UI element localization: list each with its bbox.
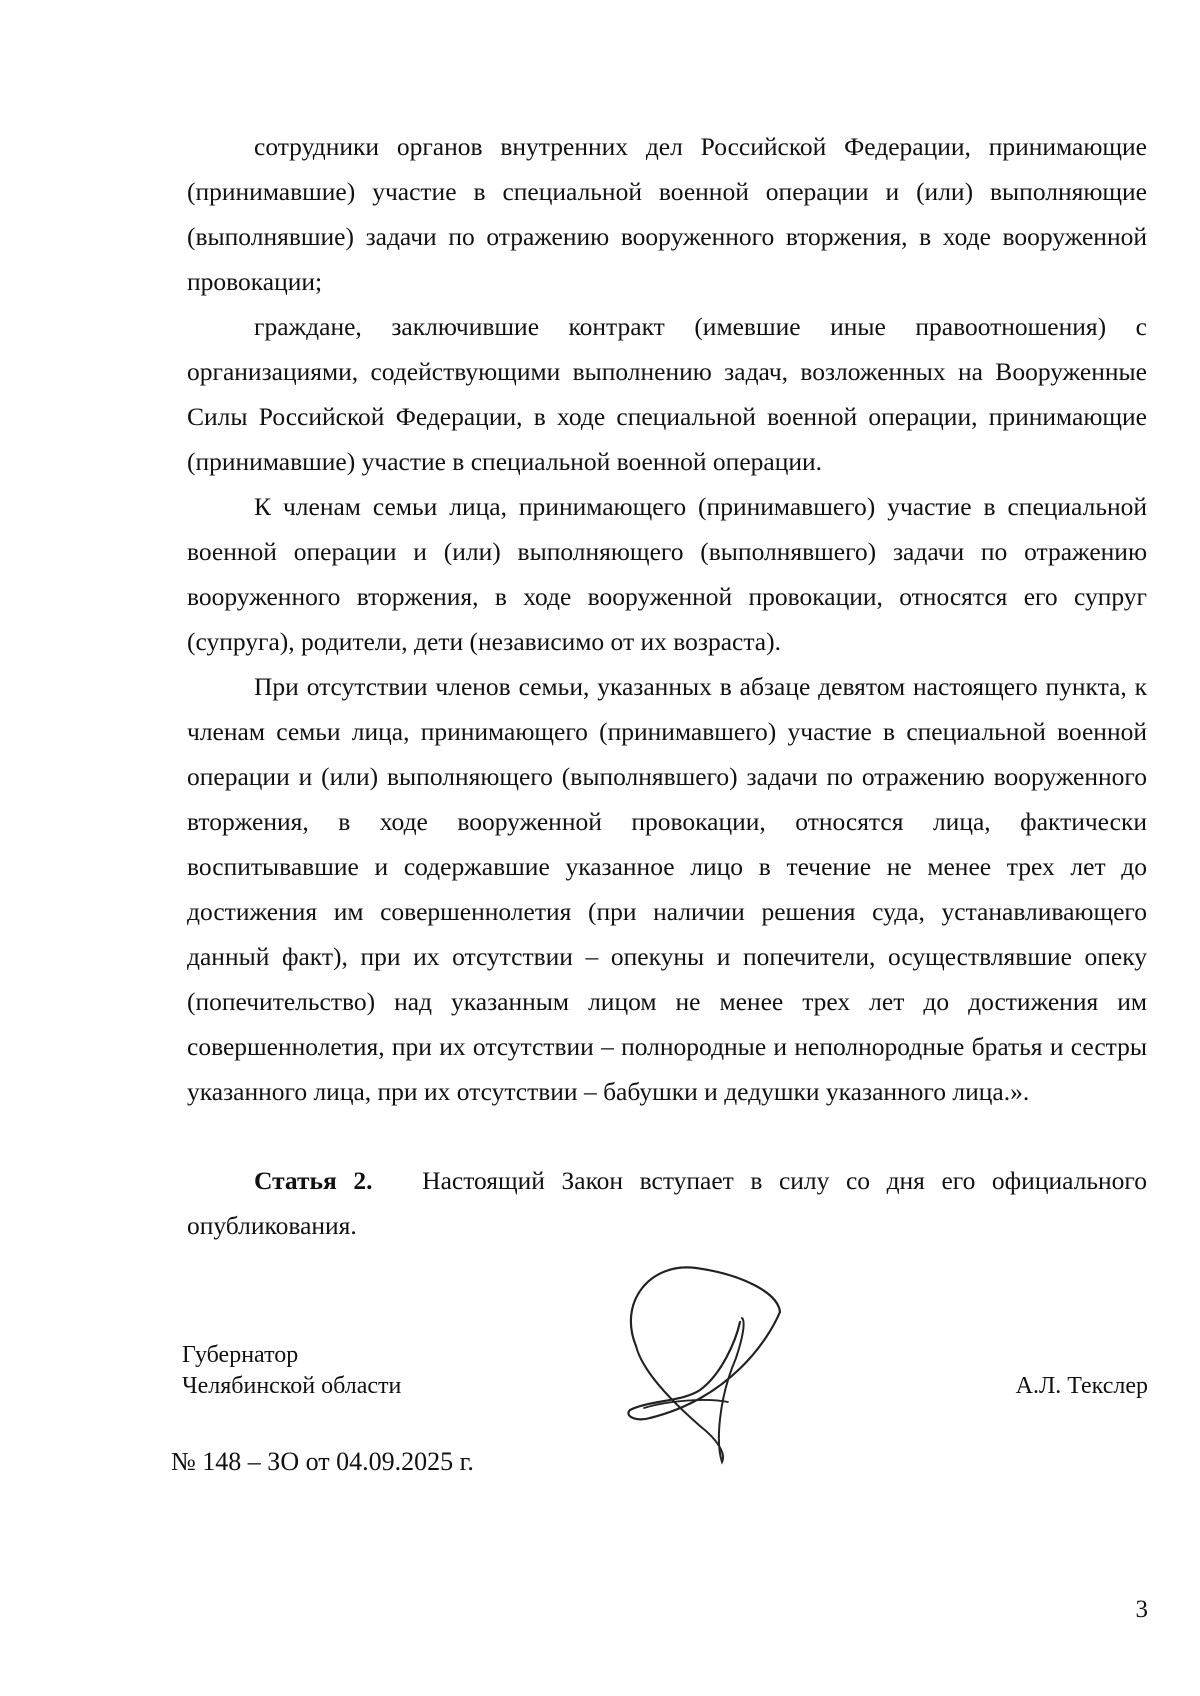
- paragraph-absent-family: При отсутствии членов семьи, указанных в абзаце девятом настоящего пункта, к членам семьи лица, принимающего (принимавшего) участие в специальной военной операции и (или) выполняющего (выполнявшего) задачи по отражению вооруженного вторжения, в ходе вооруженной провокации, относятся лица, фактически воспитывавшие и содержавшие указанное лицо в течение не менее трех лет до достижения им совершеннолетия (при наличии решения суда, устанавливающего данный факт), при их отсутствии – опекуны и попечители, осуществлявшие опеку (попечительство) над указанным лицом не менее трех лет до достижения им совершеннолетия, при их отсутствии – полнородные и неполнородные братья и сестры указанного лица, при их отсутствии – бабушки и дедушки указанного лица.».: [187, 672, 1147, 1106]
- signatory-title: [182, 1340, 401, 1402]
- signatory-title-line1: Губернатор: [182, 1342, 299, 1368]
- paragraph-contract-citizens: граждане, заключившие контракт (имевшие иные правоотношения) с организациями, содействующими выполнению задач, возложенных на Вооруженные Силы Российской Федерации, в ходе специальной военной операции, принимающие (принимавшие) участие в специальной военной операции.: [187, 312, 1147, 476]
- paragraph-family-members: К членам семьи лица, принимающего (принимавшего) участие в специальной военной операции и (или) выполняющего (выполнявшего) задачи по отражению вооруженного вторжения, в ходе вооруженной провокации, относятся его супруг (супруга), родители, дети (независимо от их возраста).: [187, 492, 1147, 656]
- handwritten-signature-icon: [610, 1250, 830, 1470]
- paragraph-internal-affairs: сотрудники органов внутренних дел Российской Федерации, принимающие (принимавшие) участие в специальной военной операции и (или) выполняющие (выполнявшие) задачи по отражению вооруженного вторжения, в ходе вооруженной провокации;: [187, 132, 1147, 296]
- page-number: 3: [1135, 1596, 1148, 1623]
- article-label: Статья 2.: [254, 1166, 373, 1195]
- document-body: [187, 124, 1147, 1248]
- signatory-title-line2: Челябинской области: [182, 1373, 402, 1399]
- article-2: [187, 1158, 1147, 1248]
- article-text: Настоящий Закон вступает в силу со дня его официального опубликования.: [187, 1166, 1147, 1240]
- signatory-name: А.Л. Текслер: [1015, 1373, 1148, 1399]
- document-number: № 148 – ЗО от 04.09.2025 г.: [171, 1447, 474, 1476]
